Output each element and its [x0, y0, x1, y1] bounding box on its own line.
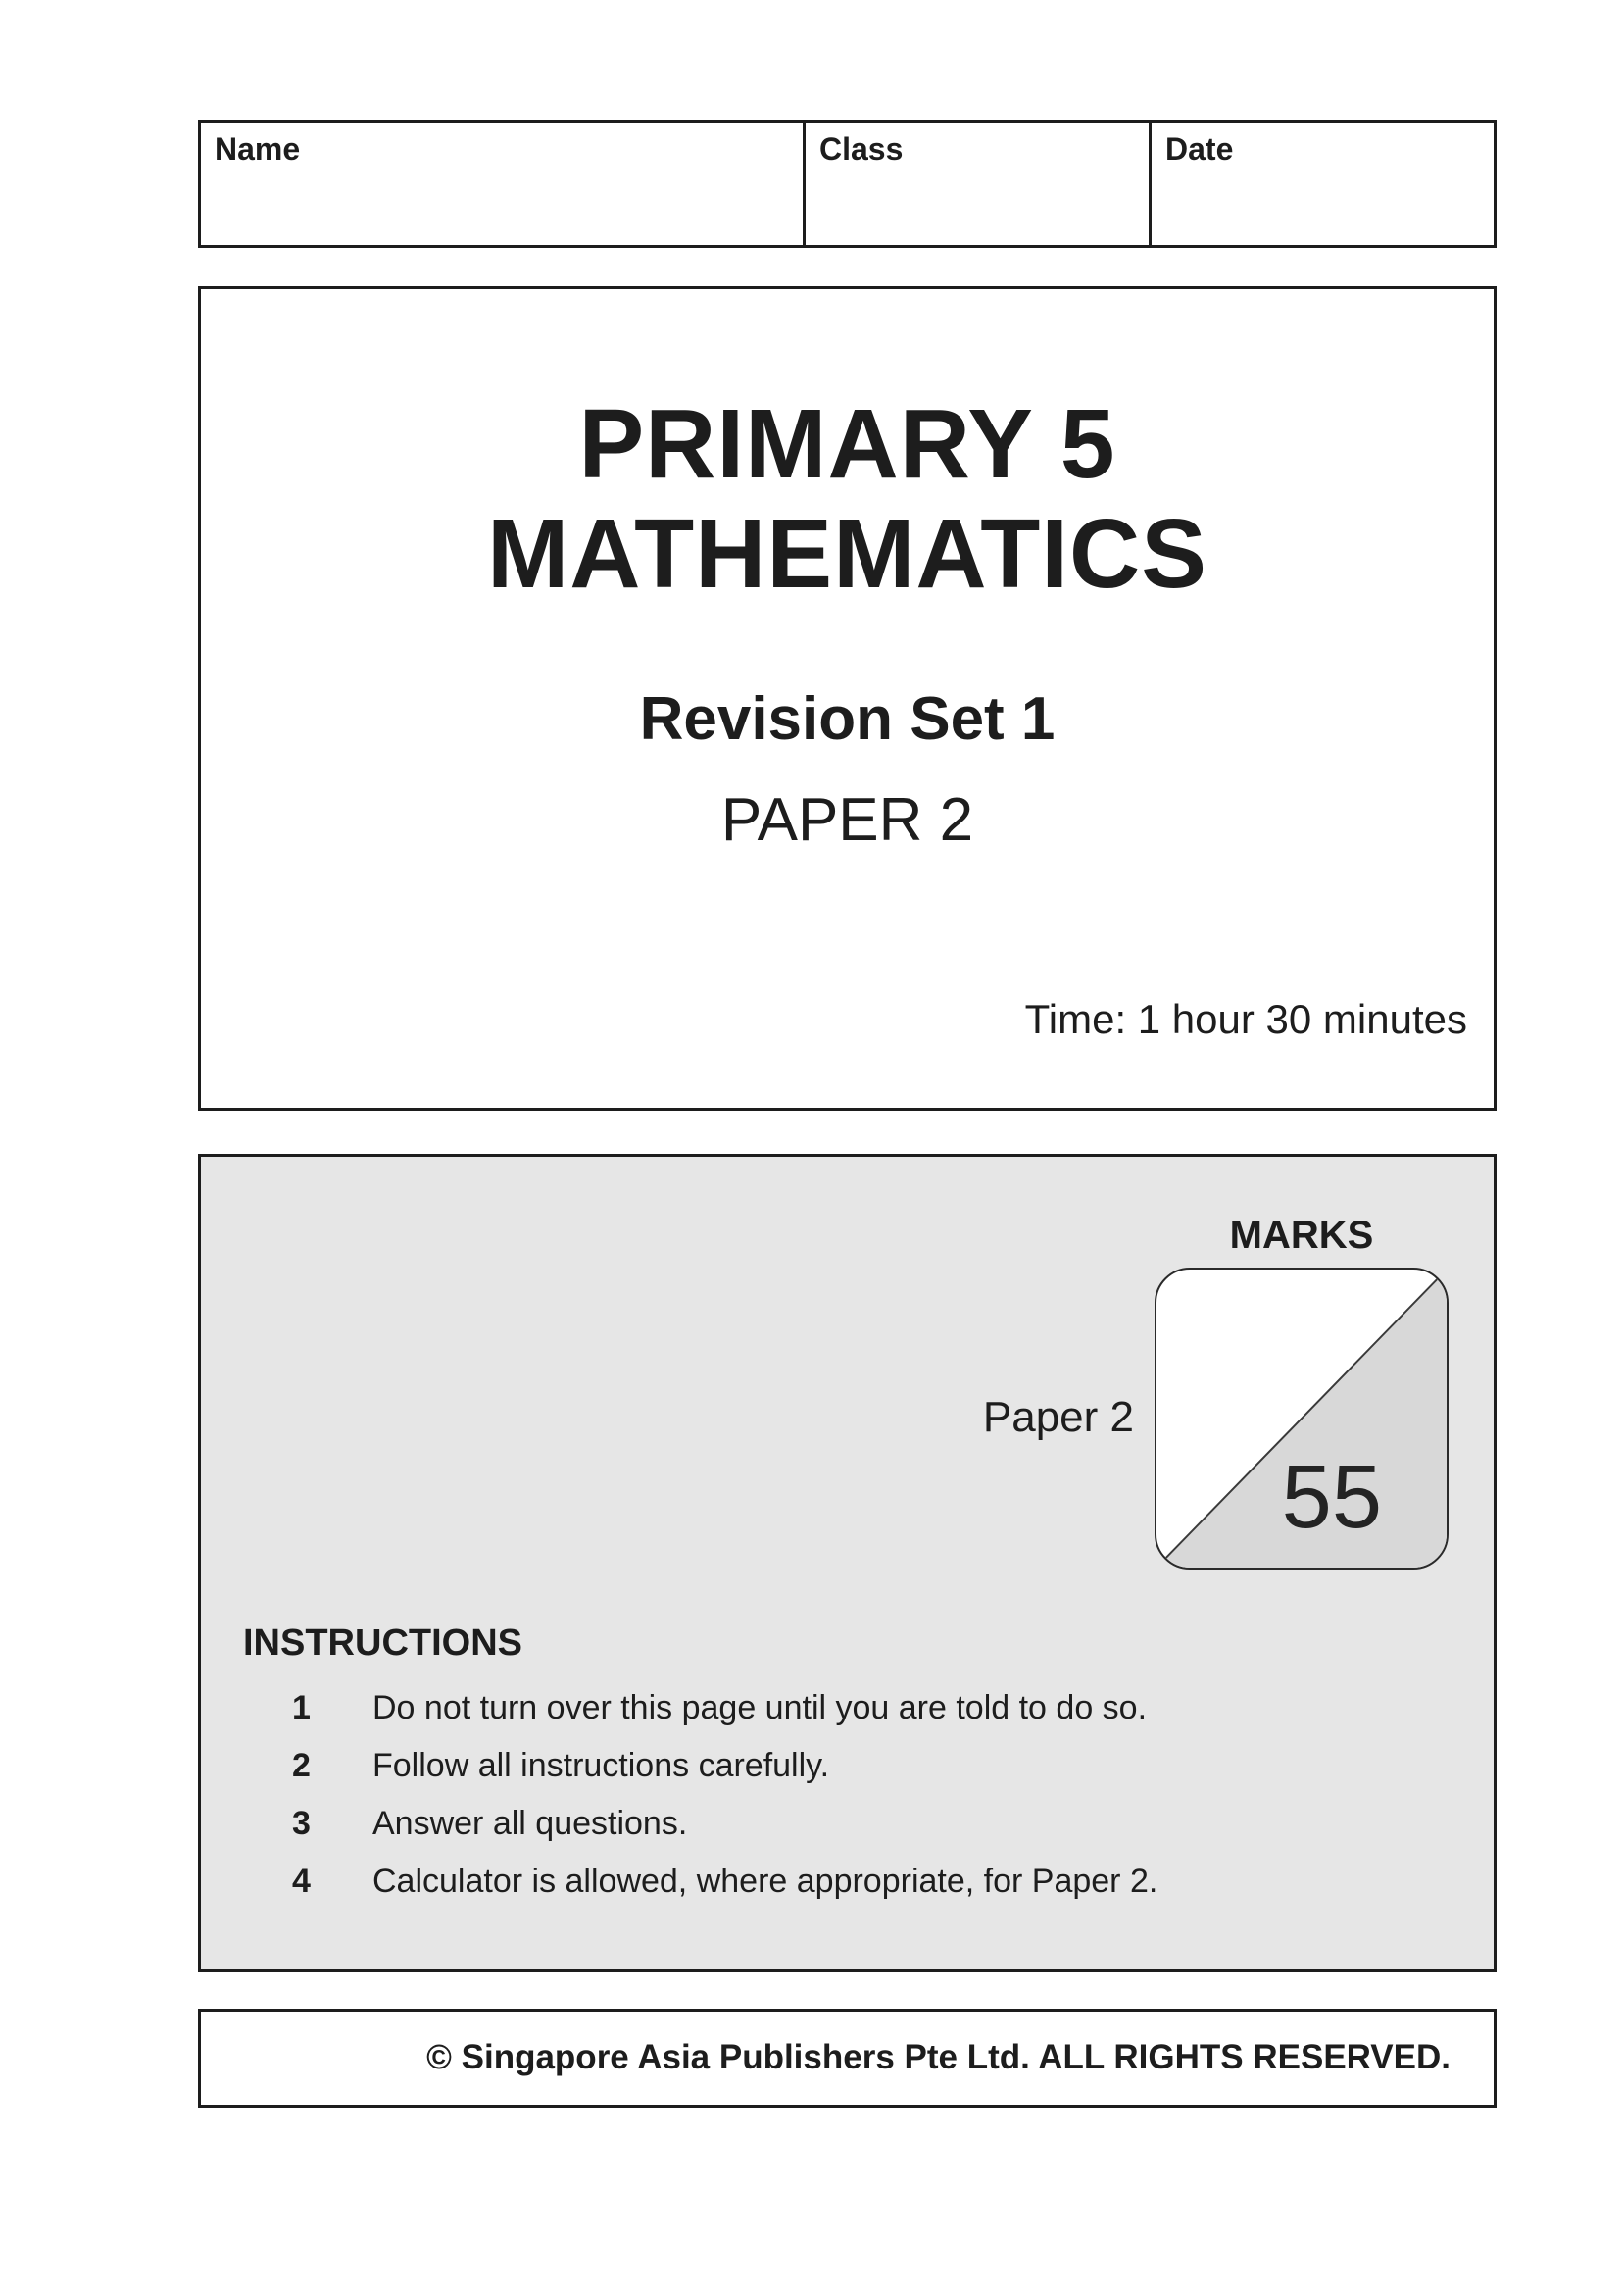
instruction-number: 1 [292, 1689, 311, 1726]
copyright-text: © Singapore Asia Publishers Pte Ltd. ALL RIGHTS RESERVED. [426, 2038, 1451, 2077]
instructions-list [292, 1691, 1464, 1922]
instruction-number: 3 [292, 1805, 311, 1842]
marks-paper-label: Paper 2 [982, 1393, 1134, 1441]
footer-box [198, 2009, 1497, 2108]
instruction-text: Follow all instructions carefully. [372, 1747, 830, 1784]
instruction-number: 4 [292, 1863, 311, 1900]
date-field-cell [1152, 123, 1494, 245]
instruction-text: Calculator is allowed, where appropriate, for Paper 2. [372, 1863, 1158, 1900]
class-field-cell [806, 123, 1152, 245]
paper-number: PAPER 2 [720, 786, 974, 855]
total-marks-value: 55 [1281, 1447, 1382, 1547]
instruction-number: 2 [292, 1747, 311, 1784]
instructions-heading: INSTRUCTIONS [243, 1622, 522, 1664]
date-label: Date [1165, 131, 1234, 167]
marks-instructions-panel [198, 1154, 1497, 1972]
instruction-text: Do not turn over this page until you are told to do so. [372, 1689, 1148, 1726]
name-label: Name [215, 131, 301, 167]
class-label: Class [819, 131, 904, 167]
student-info-table [198, 120, 1497, 248]
name-field-cell [201, 123, 806, 245]
instruction-text: Answer all questions. [372, 1805, 688, 1842]
revision-set-title: Revision Set 1 [639, 685, 1056, 753]
marks-box [1155, 1268, 1449, 1570]
time-allowed: Time: 1 hour 30 minutes [1024, 995, 1467, 1042]
instruction-item [292, 1749, 1464, 1782]
paper-title-line1: PRIMARY 5 [578, 389, 1116, 499]
instruction-item [292, 1865, 1464, 1898]
instruction-item [292, 1807, 1464, 1840]
title-box [198, 286, 1497, 1111]
paper-title [201, 389, 1494, 609]
instruction-item [292, 1691, 1464, 1724]
marks-heading: MARKS [1229, 1214, 1374, 1257]
paper-title-line2: MATHEMATICS [487, 499, 1207, 609]
